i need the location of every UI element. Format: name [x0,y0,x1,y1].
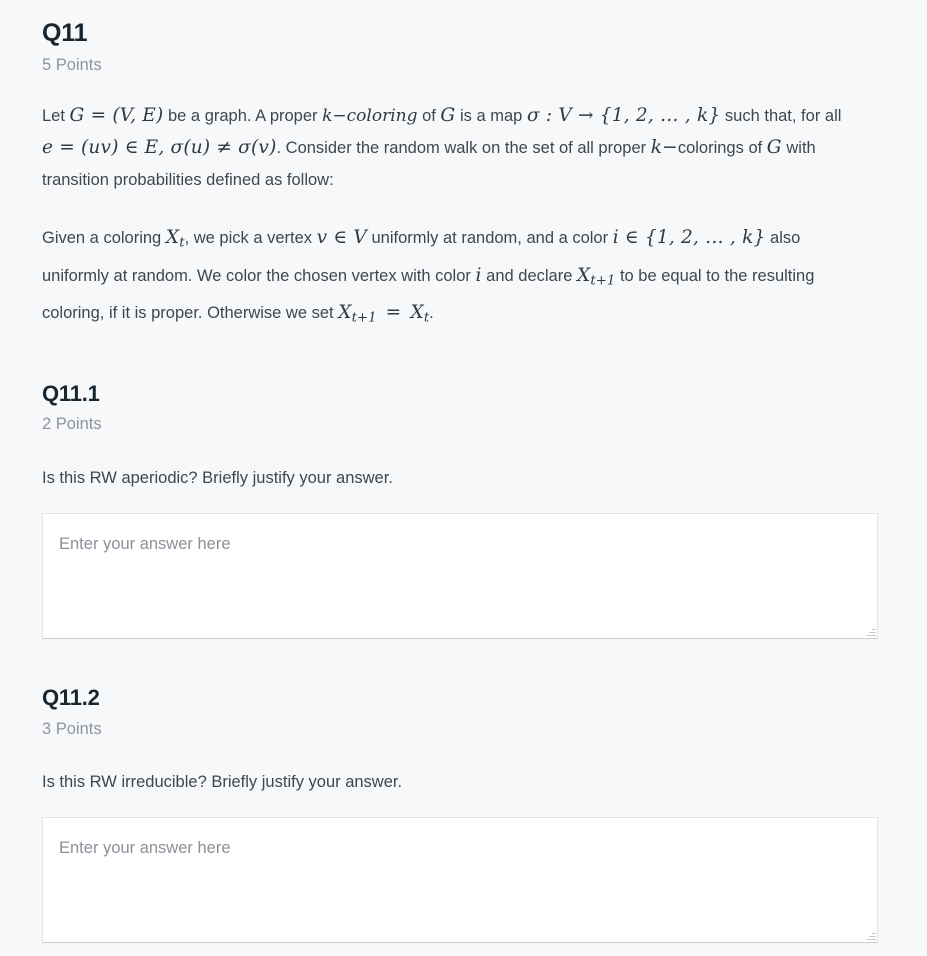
p2-math-equals: = [379,302,408,324]
p2-math-6-sub: t+1 [590,273,616,289]
p2-math-7-base: X [338,302,352,324]
question-paragraph-2 [42,222,854,335]
p2-math-1-base: X [165,226,180,248]
subquestion-q11-1 [42,381,879,639]
answer-area [42,513,879,639]
p2-math-7-sub: t+1 [351,310,377,326]
p2-math-3-in: ∈ [618,226,645,248]
question-title: Q11 [42,19,88,47]
p1-math-1: G = (V, E) [69,104,164,126]
subquestion-title: Q11.2 [42,685,100,711]
p2-math-9-sub: t [423,310,430,326]
subquestion-points: 2 Points [42,415,102,434]
question-header [42,18,879,76]
p1-text-6: . Consider the random walk on the set of all proper [276,138,651,157]
p2-text-8: . [429,304,434,323]
p2-text-3: uniformly at random, and a color [366,228,613,247]
p2-math-9-base: X [410,302,424,324]
answer-box-holder [42,513,878,639]
p1-text-4: is a map [455,106,527,125]
p1-text-8: with transition probabilities defined as follow: [42,138,816,189]
p1-math-4: σ : V → {1, 2, … , k} [526,104,721,126]
p1-math-3: G [440,104,456,126]
subquestion-title: Q11.1 [42,380,100,406]
p1-text-1: Let [42,106,70,125]
subquestion-points: 3 Points [42,719,102,738]
p1-math-5: e = (uv) ∈ E, σ(u) ≠ σ(v) [42,136,277,158]
subquestion-q11-2 [42,685,879,943]
p2-text-2: , we pick a vertex [184,228,317,247]
answer-box-holder [42,817,878,943]
p1-text-5: such that, for all [720,106,842,125]
p2-text-7: to be equal to the resulting coloring, if it is proper. Otherwise we set [42,266,815,323]
question-paragraph-1 [42,100,854,196]
p1-text-3: of [417,106,441,125]
p2-math-5: i [475,264,482,286]
p1-math-2: k−coloring [322,105,418,126]
p2-math-2: v ∈ V [316,226,367,248]
p2-math-7 [338,302,430,326]
p2-math-6 [577,264,616,289]
p2-math-1 [165,226,185,251]
p1-math-7: G [766,136,782,158]
answer-area [42,817,879,943]
p1-text-2: be a graph. A proper [163,106,323,125]
subquestion-prompt: Is this RW irreducible? Briefly justify your answer. [42,773,403,792]
p2-math-6-base: X [577,264,591,286]
p1-math-6: k− [650,136,678,158]
answer-input[interactable] [42,817,878,943]
p2-math-4: {1, 2, … , k} [644,226,766,248]
p2-text-5: also uniformly at random. We color the chosen vertex with color [42,228,801,285]
question-points: 5 Points [42,56,102,74]
subquestion-prompt: Is this RW aperiodic? Briefly justify your answer. [42,469,393,488]
p2-text-6: and declare [481,266,577,285]
p2-math-3: i [612,226,619,248]
p1-text-7: colorings of [677,138,767,157]
answer-input[interactable] [42,513,878,639]
p2-math-1-sub: t [179,235,185,251]
p2-text-1: Given a coloring [42,228,166,247]
